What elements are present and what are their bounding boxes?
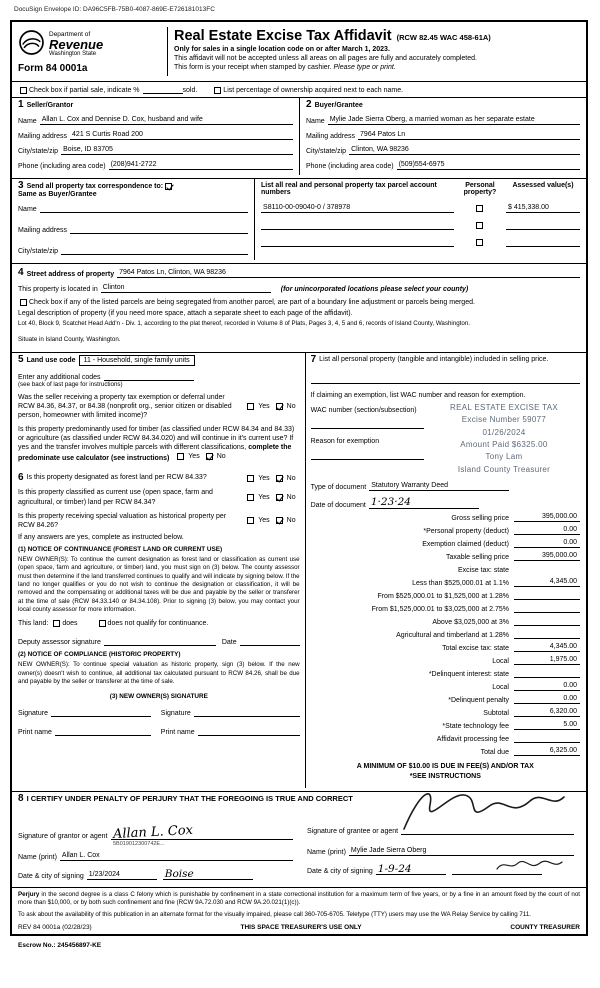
docusign-signature-id: 5B019012300742E... xyxy=(113,840,165,847)
tax-row-value[interactable]: 0.00 xyxy=(514,682,580,691)
title-block xyxy=(168,27,580,76)
parcel-number-field[interactable]: S8110-00-09040-0 / 378978 xyxy=(261,204,454,213)
section-1-number: 1 xyxy=(18,99,24,110)
does-label: does xyxy=(62,620,78,628)
exemption-yes-checkbox[interactable] xyxy=(247,403,254,410)
ownership-percent-checkbox[interactable] xyxy=(214,87,221,94)
timber-no-checkbox[interactable] xyxy=(206,453,213,460)
see-instructions-note: *SEE INSTRUCTIONS xyxy=(409,773,481,781)
affidavit-form xyxy=(10,20,588,936)
grantor-signature-label: Signature of grantor or agent xyxy=(18,832,108,840)
tax-row-value[interactable] xyxy=(514,734,580,743)
current-use-yes-checkbox[interactable] xyxy=(247,494,254,501)
tax-row-label: Subtotal xyxy=(483,709,509,717)
grantee-date-handwritten: 1-9-24 xyxy=(377,862,412,875)
buyer-city-field[interactable]: Clinton, WA 98236 xyxy=(349,146,580,155)
stamp-date: 01/26/2024 xyxy=(482,427,526,437)
treasurer-space-label: THIS SPACE TREASURER'S USE ONLY xyxy=(240,924,362,931)
does-not-checkbox[interactable] xyxy=(99,620,106,627)
buyer-phone-label: Phone (including area code) xyxy=(306,163,394,170)
minimum-due-note: A MINIMUM OF $10.00 IS DUE IN FEE(S) AND/OR TAX xyxy=(356,762,534,770)
parcel-table xyxy=(254,179,580,260)
assessed-value-header: Assessed value(s) xyxy=(512,182,574,189)
excise-tax-state-subheading: Excise tax: state xyxy=(458,566,509,574)
tax-correspondence-block xyxy=(18,179,254,260)
forest-yes-checkbox[interactable] xyxy=(247,475,254,482)
tax-row-label: *Delinquent interest: state xyxy=(428,670,509,678)
additional-codes-label: Enter any additional codes xyxy=(18,373,101,381)
grantor-date-city-label: Date & city of signing xyxy=(18,873,84,881)
owner-signature-field[interactable] xyxy=(194,708,300,717)
tax-row-value[interactable]: 0.00 xyxy=(514,695,580,704)
tax-row-label: Total excise tax: state xyxy=(442,644,509,652)
historic-property-text: Is this property receiving special valuation as historical property per RCW 84.26? xyxy=(18,512,227,529)
legal-description-text-2: Situate in Island County, Washington. xyxy=(18,336,121,344)
parcel-row xyxy=(261,238,580,247)
divider xyxy=(12,887,586,888)
certification-section xyxy=(18,792,580,885)
tax-row-label: Taxable selling price xyxy=(445,553,509,561)
no-label: No xyxy=(286,517,296,525)
grantor-print-name-label: Name (print) xyxy=(18,853,57,861)
perjury-body: in the second degree is a class C felony which is punishable by confinement in a state correctional institution for a maximum term of five years, or by a fine in an amount fixed by the court of not more than $10,000, or by both such confinement and fine (RCW 9A.72.030 and RCW 9A.20.021(1)(c)). xyxy=(18,891,580,907)
tax-row-label: Local xyxy=(492,657,509,665)
timber-question-text: Is this property predominantly used for timber (as classified under RCW 84.34 and 84.33) or agriculture (as classified under RCW 84.34.020) and will continue in it's current use? If yes and the transfer involves multiple parcels with different classifications, xyxy=(18,426,295,452)
land-use-column xyxy=(18,353,305,788)
seller-phone-field[interactable]: (208)941-2722 xyxy=(109,161,293,170)
tax-row-value[interactable]: 6,320.00 xyxy=(514,708,580,717)
tax-row-value[interactable]: 6,325.00 xyxy=(514,747,580,756)
grantor-signature: Allan L. Cox xyxy=(112,822,193,842)
certification-heading: I CERTIFY UNDER PENALTY OF PERJURY THAT THE FOREGOING IS TRUE AND CORRECT xyxy=(26,794,353,804)
land-use-code-field[interactable]: 11 - Household, single family units xyxy=(79,355,195,366)
buyer-name-field[interactable]: Mylie Jade Sierra Oberg, a married woman as her separate estate xyxy=(328,116,580,125)
parcel-number-field[interactable] xyxy=(261,238,454,247)
buyer-mailing-field[interactable]: 7964 Patos Ln xyxy=(358,131,580,140)
tax-row-value[interactable]: 4,345.00 xyxy=(514,578,580,587)
tax-row-value[interactable]: 395,000.00 xyxy=(514,513,580,522)
divider xyxy=(12,81,586,82)
notice-compliance-body: NEW OWNER(S): To continue special valuation as historic property, sign (3) below. If the new owner(s) doesn't wish to continue, all additional tax calculated pursuant to RCW 84.26, shall be due and payable by the seller or transferer at the time of sale. xyxy=(18,661,300,686)
tax-row-label: *State technology fee xyxy=(442,722,509,730)
does-checkbox[interactable] xyxy=(53,620,60,627)
legal-description-label: Legal description of property (if you need more space, attach a separate sheet to each page of the affidavit). xyxy=(18,310,353,317)
stamp-title: REAL ESTATE EXCISE TAX xyxy=(450,402,558,412)
same-as-buyer-label: Same as Buyer/Grantee xyxy=(18,191,97,198)
assessed-value-field[interactable] xyxy=(506,238,580,247)
buyer-grantee-block xyxy=(299,98,580,175)
section-7-number: 7 xyxy=(310,353,317,365)
tax-row-label: Local xyxy=(492,683,509,691)
timber-yes-checkbox[interactable] xyxy=(177,453,184,460)
tax-row-label: Total due xyxy=(480,748,509,756)
correspondence-parcel-section xyxy=(18,179,580,260)
tax-row-label: Affidavit processing fee xyxy=(436,735,509,743)
tax-row-label: *Delinquent penalty xyxy=(448,696,509,704)
additional-codes-field[interactable] xyxy=(104,372,194,381)
seller-mailing-label: Mailing address xyxy=(18,133,68,140)
tax-row-label: *Personal property (deduct) xyxy=(423,527,509,535)
deputy-date-field[interactable] xyxy=(240,637,300,646)
revenue-logo-icon xyxy=(18,29,45,58)
buyer-name-label: Name xyxy=(306,118,325,125)
located-in-label: This property is located in xyxy=(18,286,98,293)
type-of-document-label: Type of document xyxy=(310,484,367,492)
if-yes-note: If any answers are yes, complete as instructed below. xyxy=(18,533,184,541)
section-4-number: 4 xyxy=(18,267,24,278)
tax-row-value[interactable] xyxy=(514,630,580,639)
notice-continuance-body: NEW OWNER(S): To continue the current designation as forest land or classification as current use (open space, farm and agriculture, or timber) land, you must sign on (3) below. The county assessor must then determine if the land transferred continues to qualify and will indicate by signing below. If the land no longer qualifies or you do not wish to continue the designation or classification, it will be removed and the compensating or additional taxes will be due and payable by the seller or transferer at the time of sale (RCW 84.33.140 or 84.34.108). Prior to signing (3) below, you may contact your local county assessor for more information. xyxy=(18,555,300,613)
form-footer xyxy=(18,924,580,931)
parcel-row xyxy=(261,221,580,230)
seller-mailing-field[interactable]: 421 S Curtis Road 200 xyxy=(70,131,293,140)
dept-of-label: Department of xyxy=(49,30,91,38)
partial-sale-label: Check box if partial sale, indicate % xyxy=(29,87,140,94)
owner-signature-field[interactable] xyxy=(51,708,151,717)
predominate-use-text: complete the predominate use calculator (see instructions) xyxy=(18,444,292,463)
personal-property-heading: List all personal property (tangible and intangible) included in selling price. xyxy=(319,355,549,363)
tax-row-value[interactable]: 1,975.00 xyxy=(514,656,580,665)
deputy-assessor-label: Deputy assessor signature xyxy=(18,639,101,647)
timber-agriculture-question xyxy=(18,425,300,463)
historic-yes-checkbox[interactable] xyxy=(247,517,254,524)
assessed-value-field[interactable] xyxy=(506,221,580,230)
no-label: No xyxy=(216,453,226,461)
partial-sale-checkbox[interactable] xyxy=(20,87,27,94)
deputy-date-label: Date xyxy=(221,639,237,647)
parcel-row xyxy=(261,204,580,213)
grantee-signature-field[interactable] xyxy=(401,826,574,835)
current-use-question xyxy=(18,488,300,506)
buyer-mailing-label: Mailing address xyxy=(306,133,356,140)
wac-number-label: WAC number (section/subsection) xyxy=(310,406,417,414)
personal-property-checkbox[interactable] xyxy=(476,205,483,212)
notice-continuance-title: (1) NOTICE OF CONTINUANCE (FOREST LAND OR CURRENT USE) xyxy=(18,545,223,553)
seller-buyer-section xyxy=(18,98,580,175)
yes-label: Yes xyxy=(188,453,200,461)
rev-number: REV 84 0001a (02/28/23) xyxy=(18,924,92,931)
no-label: No xyxy=(286,474,296,482)
perjury-paragraph xyxy=(18,891,580,908)
date-of-document-label: Date of document xyxy=(310,501,366,509)
correspondence-city-label: City/state/zip xyxy=(18,248,59,255)
tax-row-value[interactable] xyxy=(514,591,580,600)
stamp-treasurer-title: Island County Treasurer xyxy=(457,464,551,474)
forest-land-question xyxy=(18,473,300,483)
correspondence-mailing-field[interactable] xyxy=(70,225,248,234)
docusign-envelope-id: DocuSign Envelope ID: DA96C5FB-75B0-4087-869E-E726181013FC xyxy=(14,6,215,13)
grantee-print-name-label: Name (print) xyxy=(307,848,346,856)
current-use-no-checkbox[interactable] xyxy=(276,494,283,501)
seller-grantor-block xyxy=(18,98,299,175)
owner-print-label: Print name xyxy=(18,729,52,737)
seller-grantor-heading: Seller/Grantor xyxy=(26,102,74,109)
no-label: No xyxy=(286,494,296,502)
parcel-number-field[interactable] xyxy=(261,221,454,230)
partial-percent-field[interactable] xyxy=(143,85,183,94)
owner-signature-label: Signature xyxy=(18,710,48,718)
stamp-excise-number: Excise Number 59077 xyxy=(461,415,547,425)
tax-row-value[interactable] xyxy=(514,669,580,678)
owner-signature-label: Signature xyxy=(160,710,191,718)
correspondence-name-field[interactable] xyxy=(40,204,248,213)
grantor-print-name-field[interactable]: Allan L. Cox xyxy=(60,852,293,861)
section-2-number: 2 xyxy=(306,99,312,110)
new-owners-signature-title: (3) NEW OWNER(S) SIGNATURE xyxy=(109,693,208,701)
correspondence-mailing-label: Mailing address xyxy=(18,227,68,234)
yes-label: Yes xyxy=(258,517,270,525)
segregated-checkbox[interactable] xyxy=(20,299,27,306)
tax-row-value[interactable]: 0.00 xyxy=(514,526,580,535)
see-back-note: (see back of last page for instructions) xyxy=(18,380,123,388)
unincorporated-note: (for unincorporated locations please select your county) xyxy=(280,286,469,293)
exemption-note: If claiming an exemption, list WAC number and reason for exemption. xyxy=(310,391,526,399)
forest-no-checkbox[interactable] xyxy=(276,475,283,482)
type-or-print-note: Please type or print. xyxy=(333,64,396,71)
grantee-date-city-label: Date & city of signing xyxy=(307,868,373,876)
revenue-label: Revenue xyxy=(49,36,104,52)
buyer-grantee-heading: Buyer/Grantee xyxy=(314,102,363,109)
exemption-no-checkbox[interactable] xyxy=(276,403,283,410)
same-as-buyer-checkbox[interactable] xyxy=(165,183,172,190)
county-treasurer-label: COUNTY TREASURER xyxy=(510,924,580,931)
header-note-3: This form is your receipt when stamped by cashier. xyxy=(174,64,334,71)
correspondence-heading: Send all property tax correspondence to: xyxy=(26,182,164,190)
tax-row-value[interactable]: 5.00 xyxy=(514,721,580,730)
grantor-date-field[interactable]: 1/23/2024 xyxy=(87,871,157,880)
this-land-label: This land: xyxy=(18,620,49,628)
tax-row-value[interactable]: 4,345.00 xyxy=(514,643,580,652)
personal-property-list-field[interactable] xyxy=(311,375,580,384)
form-title: Real Estate Excise Tax Affidavit xyxy=(174,28,392,44)
perjury-bold-word: Perjury xyxy=(18,891,40,899)
stamp-amount-paid: Amount Paid $6325.00 xyxy=(460,439,548,449)
exemption-deferral-question xyxy=(18,393,300,420)
seller-city-label: City/state/zip xyxy=(18,148,59,155)
correspondence-name-label: Name xyxy=(18,206,37,213)
owner-print-field[interactable] xyxy=(198,727,300,736)
street-address-field[interactable]: 7964 Patos Ln, Clinton, WA 98236 xyxy=(117,269,580,278)
parcel-numbers-header: List all real and personal property tax parcel account numbers xyxy=(261,182,437,196)
tax-row-label: Agricultural and timberland at 1.28% xyxy=(396,631,509,639)
historic-no-checkbox[interactable] xyxy=(276,517,283,524)
form-header xyxy=(18,24,580,78)
reason-exemption-field[interactable] xyxy=(311,451,424,460)
buyer-city-label: City/state/zip xyxy=(306,148,347,155)
seller-name-label: Name xyxy=(18,118,37,125)
personal-property-header: Personal property? xyxy=(463,182,497,196)
section-8-number: 8 xyxy=(18,792,24,804)
deputy-assessor-signature-field[interactable] xyxy=(104,637,216,646)
middle-columns xyxy=(18,353,580,788)
personal-property-checkbox[interactable] xyxy=(476,239,483,246)
buyer-phone-field[interactable]: (509)554-6975 xyxy=(397,161,580,170)
grantee-city-field[interactable] xyxy=(452,866,542,875)
tax-row-value[interactable]: 395,000.00 xyxy=(514,552,580,561)
land-qualify-row xyxy=(18,620,300,627)
assessed-value-field[interactable]: $ 415,338.00 xyxy=(506,204,580,213)
owner-print-field[interactable] xyxy=(55,727,151,736)
segregated-label: Check box if any of the listed parcels are being segregated from another parcel, are part of a boundary line adjustment or parcels being merged. xyxy=(29,299,475,306)
tax-row-label: Above $3,025,000 at 3% xyxy=(432,618,509,626)
handwritten-document-date: 1·23·24 xyxy=(370,496,411,509)
type-of-document-field[interactable]: Statutory Warranty Deed xyxy=(369,482,509,491)
seller-name-field[interactable]: Allan L. Cox and Dennise D. Cox, husband and wife xyxy=(40,116,293,125)
tax-row-label: From $1,525,000.01 to $3,025,000 at 2.75% xyxy=(371,605,509,613)
street-address-label: Street address of property xyxy=(26,271,115,278)
seller-phone-label: Phone (including area code) xyxy=(18,163,106,170)
owner-print-label: Print name xyxy=(160,729,195,737)
section-5-number: 5 xyxy=(18,354,24,366)
notice-compliance-title: (2) NOTICE OF COMPLIANCE (HISTORIC PROPERTY) xyxy=(18,651,181,659)
forest-land-text: Is this property designated as forest land per RCW 84.33? xyxy=(26,474,207,482)
exemption-deferral-text: Was the seller receiving a property tax exemption or deferral under RCW 84.36, 84.37, or 84.38 (nonprofit org., senior citizen or disabled person, homeowner with limited income)? xyxy=(18,393,232,419)
washington-state-label: Washington State xyxy=(49,50,97,57)
land-use-label: Land use code xyxy=(26,356,76,364)
tax-row-value[interactable]: 0.00 xyxy=(514,539,580,548)
sold-label: sold. xyxy=(182,87,198,94)
stamp-treasurer-name: Tony Lam xyxy=(485,452,523,462)
section-6-number: 6 xyxy=(18,472,24,484)
grantor-city-handwritten: Boise xyxy=(164,867,194,880)
tax-row-value[interactable] xyxy=(514,604,580,613)
legal-description-text: Lot 40, Block 9, Scatchet Head Add'n - Div. 1, according to the plat thereof, recorded in Volume 8 of Plats, Pages 3, 4, 5 and 6, records of Island County, Washington. xyxy=(18,320,470,327)
does-not-label: does not qualify for continuance. xyxy=(107,620,209,628)
rcw-reference: (RCW 82.45 WAC 458-61A) xyxy=(396,33,491,42)
treasurer-stamp xyxy=(428,401,580,476)
tax-row-value[interactable] xyxy=(514,617,580,626)
agency-block xyxy=(18,27,168,76)
escrow-number: Escrow No.: 245456897-KE xyxy=(18,942,102,949)
yes-label: Yes xyxy=(258,494,270,502)
personal-property-checkbox[interactable] xyxy=(476,222,483,229)
section-3-number: 3 xyxy=(18,180,24,191)
tax-row-value xyxy=(514,565,580,574)
tax-row-label: Gross selling price xyxy=(451,514,509,522)
tax-row-label: From $525,000.01 to $1,525,000 at 1.28% xyxy=(377,592,509,600)
wac-number-field[interactable] xyxy=(311,420,424,429)
located-in-field[interactable]: Clinton xyxy=(101,284,271,293)
tax-row-label: Less than $525,000.01 at 1.1% xyxy=(412,579,509,587)
ownership-percent-label: List percentage of ownership acquired next to each name. xyxy=(223,87,404,94)
current-use-text: Is this property classified as current use (open space, farm and agricultural, or timber) land per RCW 84.34? xyxy=(18,489,213,506)
form-number: Form 84 0001a xyxy=(18,63,88,74)
partial-sale-row xyxy=(18,85,580,94)
grantee-print-name-field[interactable]: Mylie Jade Sierra Oberg xyxy=(349,847,574,856)
yes-label: Yes xyxy=(258,474,270,482)
header-note-2: This affidavit will not be accepted unless all areas on all pages are fully and accurately completed. xyxy=(174,55,477,62)
grantee-signature-label: Signature of grantee or agent xyxy=(307,827,399,835)
seller-city-field[interactable]: Boise, ID 83705 xyxy=(61,146,293,155)
no-label: No xyxy=(286,402,296,410)
header-note-1: Only for sales in a single location code on or after March 1, 2023. xyxy=(174,46,390,53)
yes-label: Yes xyxy=(258,402,270,410)
historic-property-question xyxy=(18,512,300,530)
tax-row-label: Exemption claimed (deduct) xyxy=(422,540,509,548)
reason-exemption-label: Reason for exemption xyxy=(310,437,380,445)
property-location-section xyxy=(18,264,580,349)
correspondence-city-field[interactable] xyxy=(61,246,248,255)
personal-property-tax-column xyxy=(305,353,580,788)
accessibility-note: To ask about the availability of this publication in an alternate format for the visually impaired, please call 360-705-6705. Teletype (TTY) users may use the WA Relay Service by calling 711. xyxy=(18,910,532,918)
